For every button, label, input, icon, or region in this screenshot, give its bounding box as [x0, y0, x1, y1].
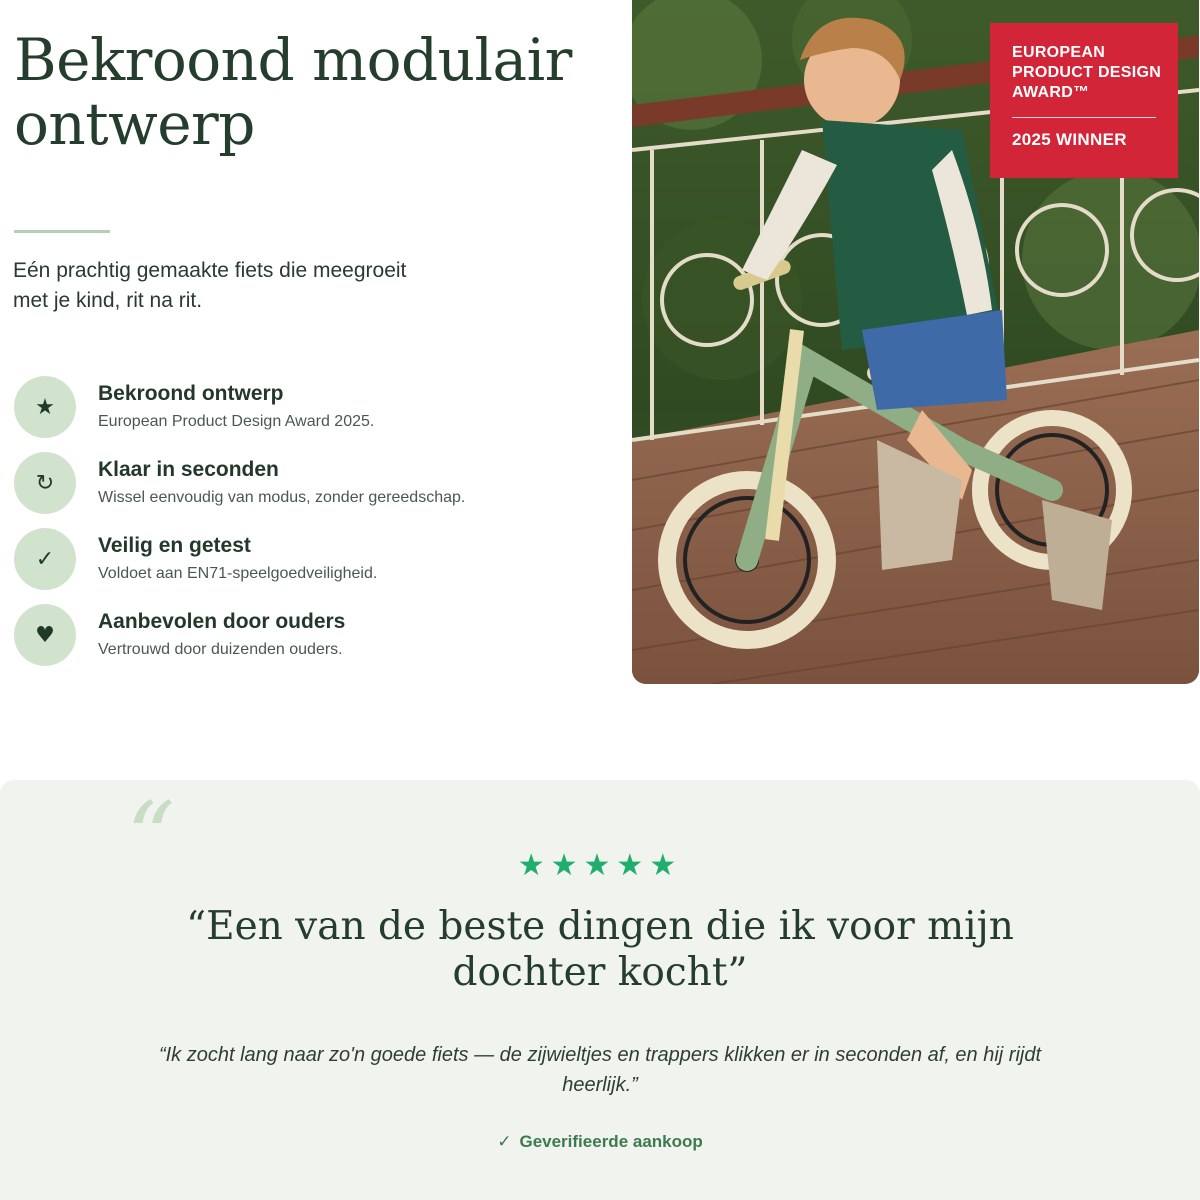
feature-description: Voldoet aan EN71-speelgoedveiligheid. — [98, 565, 378, 582]
award-title: EUROPEAN PRODUCT DESIGN AWARD™ — [1012, 44, 1162, 101]
award-badge — [990, 23, 1178, 178]
quote-icon: “ — [126, 782, 176, 894]
feature-list — [14, 376, 594, 680]
heart-icon: ♥ — [14, 604, 76, 666]
feature-description: European Product Design Award 2025. — [98, 413, 375, 430]
award-divider — [1012, 117, 1156, 118]
feature-item-award — [14, 376, 594, 438]
feature-description: Wissel eenvoudig van modus, zonder gereedschap. — [98, 489, 466, 506]
feature-title: Aanbevolen door ouders — [98, 610, 346, 633]
feature-title: Bekroond ontwerp — [98, 382, 284, 405]
feature-description: Vertrouwd door duizenden ouders. — [98, 641, 343, 658]
checkmark-icon: ✓ — [497, 1132, 512, 1152]
feature-item-parents — [14, 604, 594, 666]
feature-item-quick — [14, 452, 594, 514]
page-title: Bekroond modulair ontwerp — [14, 26, 572, 158]
title-divider — [14, 230, 110, 233]
star-icon: ★ — [14, 376, 76, 438]
review-section — [0, 780, 1200, 1200]
check-icon: ✓ — [14, 528, 76, 590]
verified-label: Geverifieerde aankoop — [519, 1132, 703, 1151]
refresh-icon: ↻ — [14, 452, 76, 514]
feature-title: Klaar in seconden — [98, 458, 279, 481]
award-subtitle: 2025 WINNER — [1012, 130, 1127, 149]
review-headline: “Een van de beste dingen die ik voor mijn dochter kocht” — [186, 904, 1014, 995]
feature-item-safe — [14, 528, 594, 590]
review-body: “Ik zocht lang naar zo'n goede fiets — de zijwieltjes en trappers klikken er in seconden af, en hij rijdt heerlijk.” — [158, 1044, 1042, 1096]
verified-purchase — [0, 1132, 1200, 1152]
feature-title: Veilig en getest — [98, 534, 251, 557]
hero-subtitle: Eén prachtig gemaakte fiets die meegroeit met je kind, rit na rit. — [13, 259, 407, 312]
star-rating: ★★★★★ — [517, 848, 683, 883]
